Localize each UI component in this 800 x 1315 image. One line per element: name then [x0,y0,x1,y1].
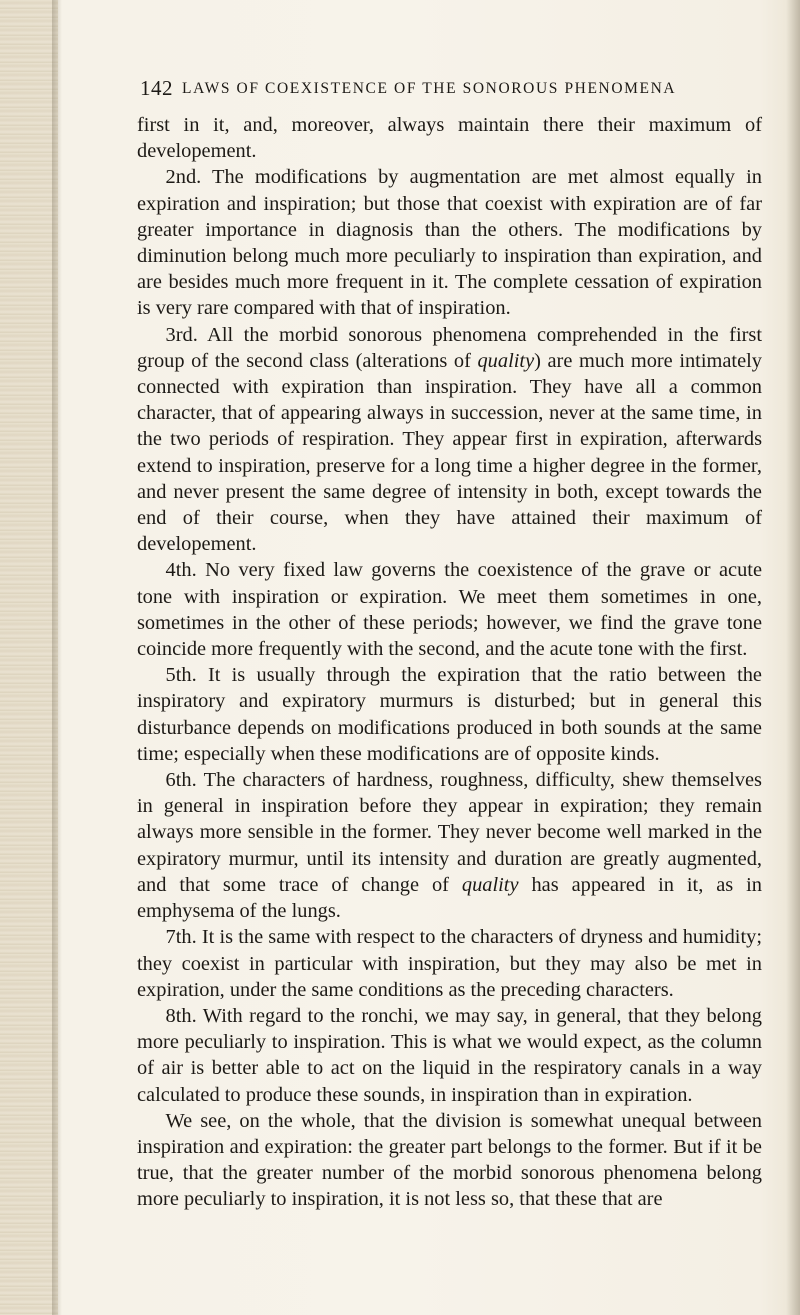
italic-term: quality [461,873,519,896]
text-run: We see, on the whole, that the division is somewhat unequal between inspiration and expiration: the greater part belongs to the former. But if it be true, that the greater number of the morbid sonorous phenomena belong more peculiarly to inspiration, it is not less so, that these that are [137,1109,762,1211]
text-run: ) are much more intimately connected with expiration than inspiration. They have all a common character, that of appearing always in succession, never at the same time, in the two periods of respiration. They appear first in expiration, afterwards extend to inspiration, preserve for a long time a higher degree in the former, and never present the same degree of intensity in both, except towards the end of their course, when they have attained their maximum of developement. [137,349,762,556]
page-edge-shadow [786,0,800,1315]
text-run: 8th. With regard to the ronchi, we may say, in general, that they belong more peculiarly to inspiration. This is what we would expect, as the column of air is better able to act on the liquid in the respiratory canals in a way calculated to produce these sounds, in inspiration than in expiration. [137,1004,762,1106]
page-header [140,76,760,104]
running-head: LAWS OF COEXISTENCE OF THE SONOROUS PHENOMENA [182,80,677,97]
paragraph-7th [137,924,762,1003]
text-run: 6th. The characters of hardness, roughness, difficulty, shew themselves in general in inspiration before they appear in expiration; they remain always more sensible in the former. They never become well marked in the expiratory murmur, until its intensity and duration are greatly augmented, and that some trace of change of [137,769,762,896]
paragraph-5th [137,662,762,767]
text-run: 7th. It is the same with respect to the characters of dryness and humidity; they coexist in particular with inspiration, but they may also be met in expiration, under the same conditions as the preceding characters. [137,926,762,1001]
text-run: first in it, and, moreover, always maintain there their maximum of developement. [137,114,762,163]
paragraph-3rd [137,322,762,558]
paragraph-summary [137,1108,762,1213]
text-run: 3rd. All the morbid sonorous phenomena comprehended in the first group of the second class (alterations of [137,323,762,372]
paragraph-2nd [137,164,762,321]
text-run: 2nd. The modifications by augmentation are met almost equally in expiration and inspiration; but those that coexist with expiration are of far greater importance in diagnosis than the others. The modifications by diminution belong much more peculiarly to inspiration than expiration, and are besides much more frequent in it. The complete cessation of expiration is very rare compared with that of inspiration. [137,166,762,320]
paragraph-8th [137,1003,762,1108]
gutter-shadow [52,0,62,1315]
page-number: 142 [140,76,173,100]
text-run: 4th. No very fixed law governs the coexistence of the grave or acute tone with inspiration or expiration. We meet them sometimes in one, sometimes in the other of these periods; however, we find the grave tone coincide more frequently with the second, and the acute tone with the first. [137,559,762,661]
text-run: 5th. It is usually through the expiration that the ratio between the inspiratory and expiratory murmurs is disturbed; but in general this disturbance depends on modifications produced in both sounds at the same time; especially when these modifications are of opposite kinds. [137,664,762,765]
body-text [137,112,762,1213]
paragraph-continuation [137,112,762,164]
paragraph-6th [137,767,762,924]
italic-term: quality [477,349,535,372]
paragraph-4th [137,557,762,662]
binding-gutter [0,0,58,1315]
text-run: has appeared in it, as in emphysema of the lungs. [137,873,763,923]
